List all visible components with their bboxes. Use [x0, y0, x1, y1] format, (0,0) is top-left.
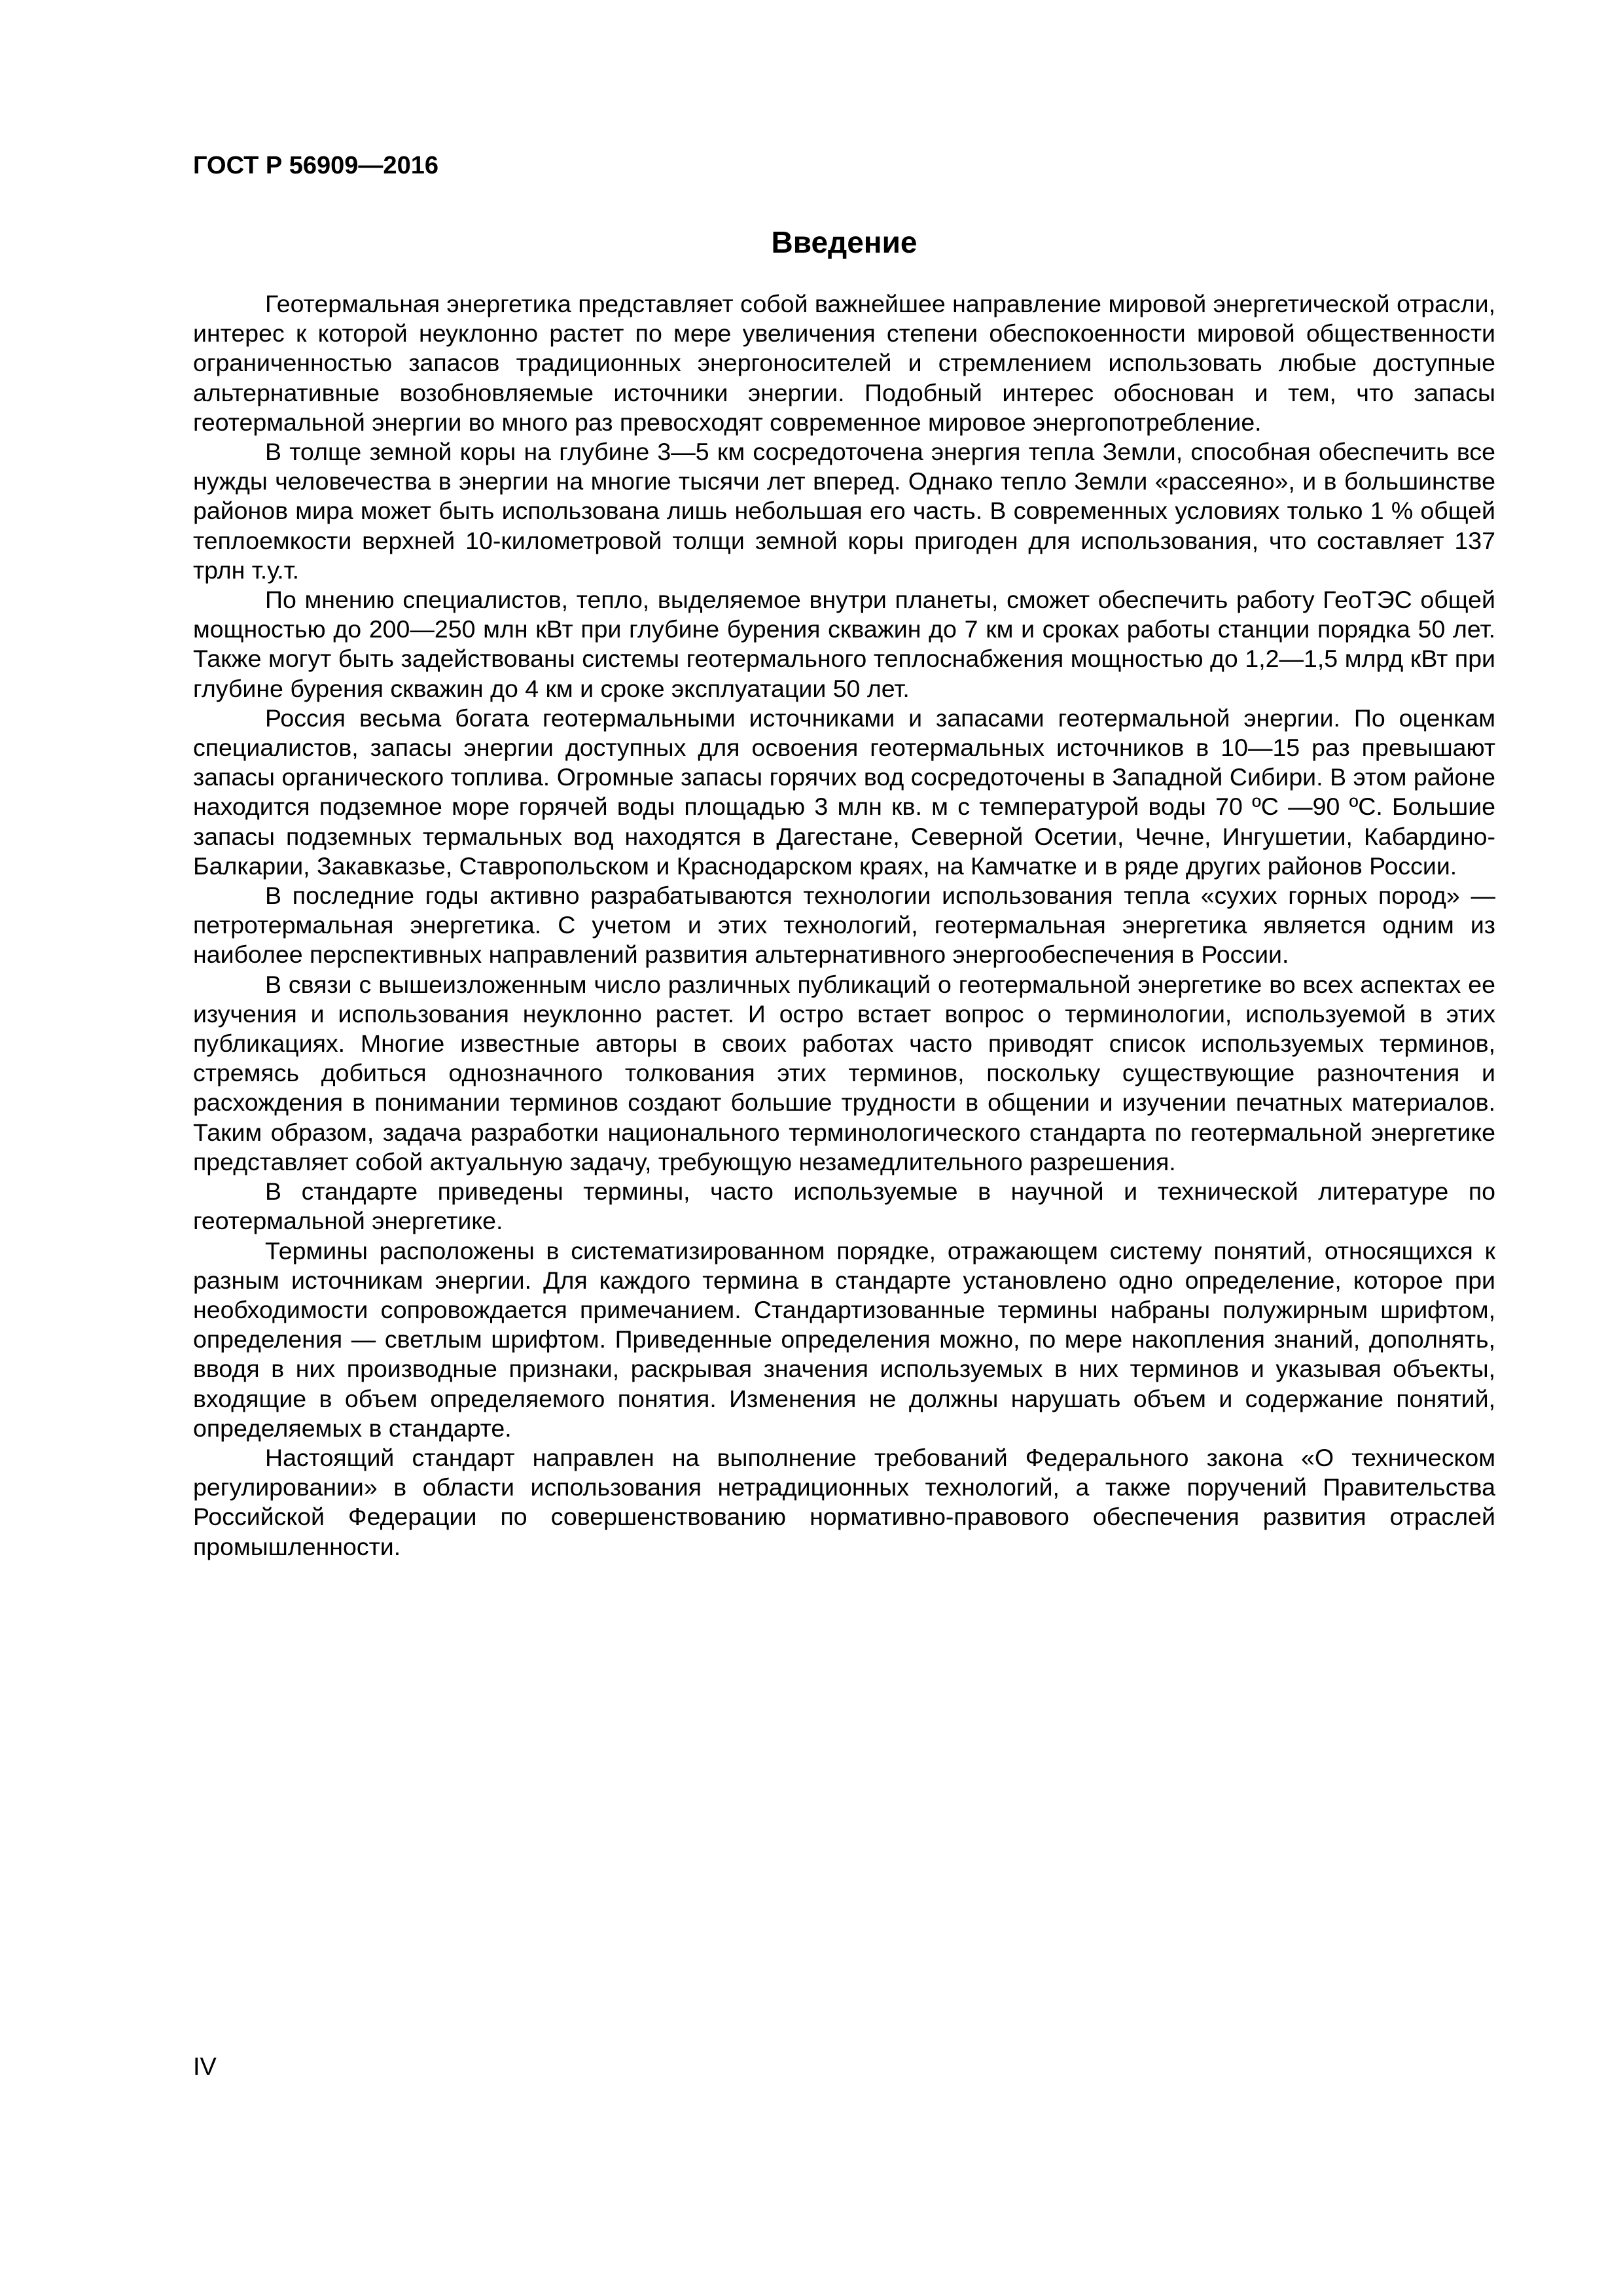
paragraph: Настоящий стандарт направлен на выполнение требований Федерального закона «О техническом регулировании» в области использования нетрадиционных технологий, а также поручений Правительства Российской Федерации по совершенствованию нормативно-правового обеспечения развития отраслей промышленности.	[193, 1443, 1495, 1560]
paragraph: По мнению специалистов, тепло, выделяемое внутри планеты, сможет обеспечить работу ГеоТЭС общей мощностью до 200—250 млн кВт при глубине бурения скважин до 7 км и сроках работы станции порядка 50 лет. Также могут быть задействованы системы геотермального теплоснабжения мощностью до 1,2—1,5 млрд кВт при глубине бурения скважин до 4 км и сроке эксплуатации 50 лет.	[193, 586, 1495, 702]
paragraph: В толще земной коры на глубине 3—5 км сосредоточена энергия тепла Земли, способная обеспечить все нужды человечества в энергии на многие тысячи лет вперед. Однако тепло Земли «рассеяно», и в большинстве районов мира может быть использована лишь небольшая его часть. В современных условиях только 1 % общей теплоемкости верхней 10-километровой толщи земной коры пригоден для использования, что составляет 137 трлн т.у.т.	[193, 438, 1495, 584]
paragraph: В связи с вышеизложенным число различных публикаций о геотермальной энергетике во всех аспектах ее изучения и использования неуклонно растет. И остро встает вопрос о терминологии, используемой в этих публикациях. Многие известные авторы в своих работах часто приводят список используемых терминов, стремясь добиться однозначного толкования этих терминов, поскольку существующие разночтения и расхождения в понимании терминов создают большие трудности в общении и изучении печатных материалов. Таким образом, задача разработки национального терминологического стандарта по геотермальной энергетике представляет собой актуальную задачу, требующую незамедлительного разрешения.	[193, 970, 1495, 1175]
paragraph: Россия весьма богата геотермальными источниками и запасами геотермальной энергии. По оценкам специалистов, запасы энергии доступных для освоения геотермальных источников в 10—15 раз превышают запасы органического топлива. Огромные запасы горячих вод сосредоточены в Западной Сибири. В этом районе находится подземное море горячей воды площадью 3 млн кв. м с температурой воды 70 ºС —90 ºС. Большие запасы подземных термальных вод находятся в Дагестане, Северной Осетии, Чечне, Ингушетии, Кабардино-Балкарии, Закавказье, Ставропольском и Краснодарском краях, на Камчатке и в ряде других районов России.	[193, 704, 1495, 880]
body-text	[193, 289, 1495, 1562]
paragraph: В последние годы активно разрабатываются технологии использования тепла «сухих горных пород» — петротермальная энергетика. С учетом и этих технологий, геотермальная энергетика является одним из наиболее перспективных направлений развития альтернативного энергообеспечения в России.	[193, 882, 1495, 969]
document-code-header: ГОСТ Р 56909—2016	[193, 152, 438, 179]
paragraph: В стандарте приведены термины, часто используемые в научной и технической литературе по геотермальной энергетике.	[193, 1177, 1495, 1235]
section-title: Введение	[771, 225, 918, 259]
paragraph: Геотермальная энергетика представляет собой важнейшее направление мировой энергетической отрасли, интерес к которой неуклонно растет по мере увеличения степени обеспокоенности мировой общественности ограниченностью запасов традиционных энергоносителей и стремлением использовать любые доступные альтернативные возобновляемые источники энергии. Подобный интерес обоснован и тем, что запасы геотермальной энергии во много раз превосходят современное мировое энергопотребление.	[193, 290, 1495, 436]
page-number: IV	[193, 2053, 217, 2081]
paragraph: Термины расположены в систематизированном порядке, отражающем систему понятий, относящихся к разным источникам энергии. Для каждого термина в стандарте установлено одно определение, которое при необходимости сопровождается примечанием. Стандартизованные термины набраны полужирным шрифтом, определения — светлым шрифтом. Приведенные определения можно, по мере накопления знаний, дополнять, вводя в них производные признаки, раскрывая значения используемых в них терминов и указывая объекты, входящие в объем определяемого понятия. Изменения не должны нарушать объем и содержание понятий, определяемых в стандарте.	[193, 1236, 1495, 1442]
